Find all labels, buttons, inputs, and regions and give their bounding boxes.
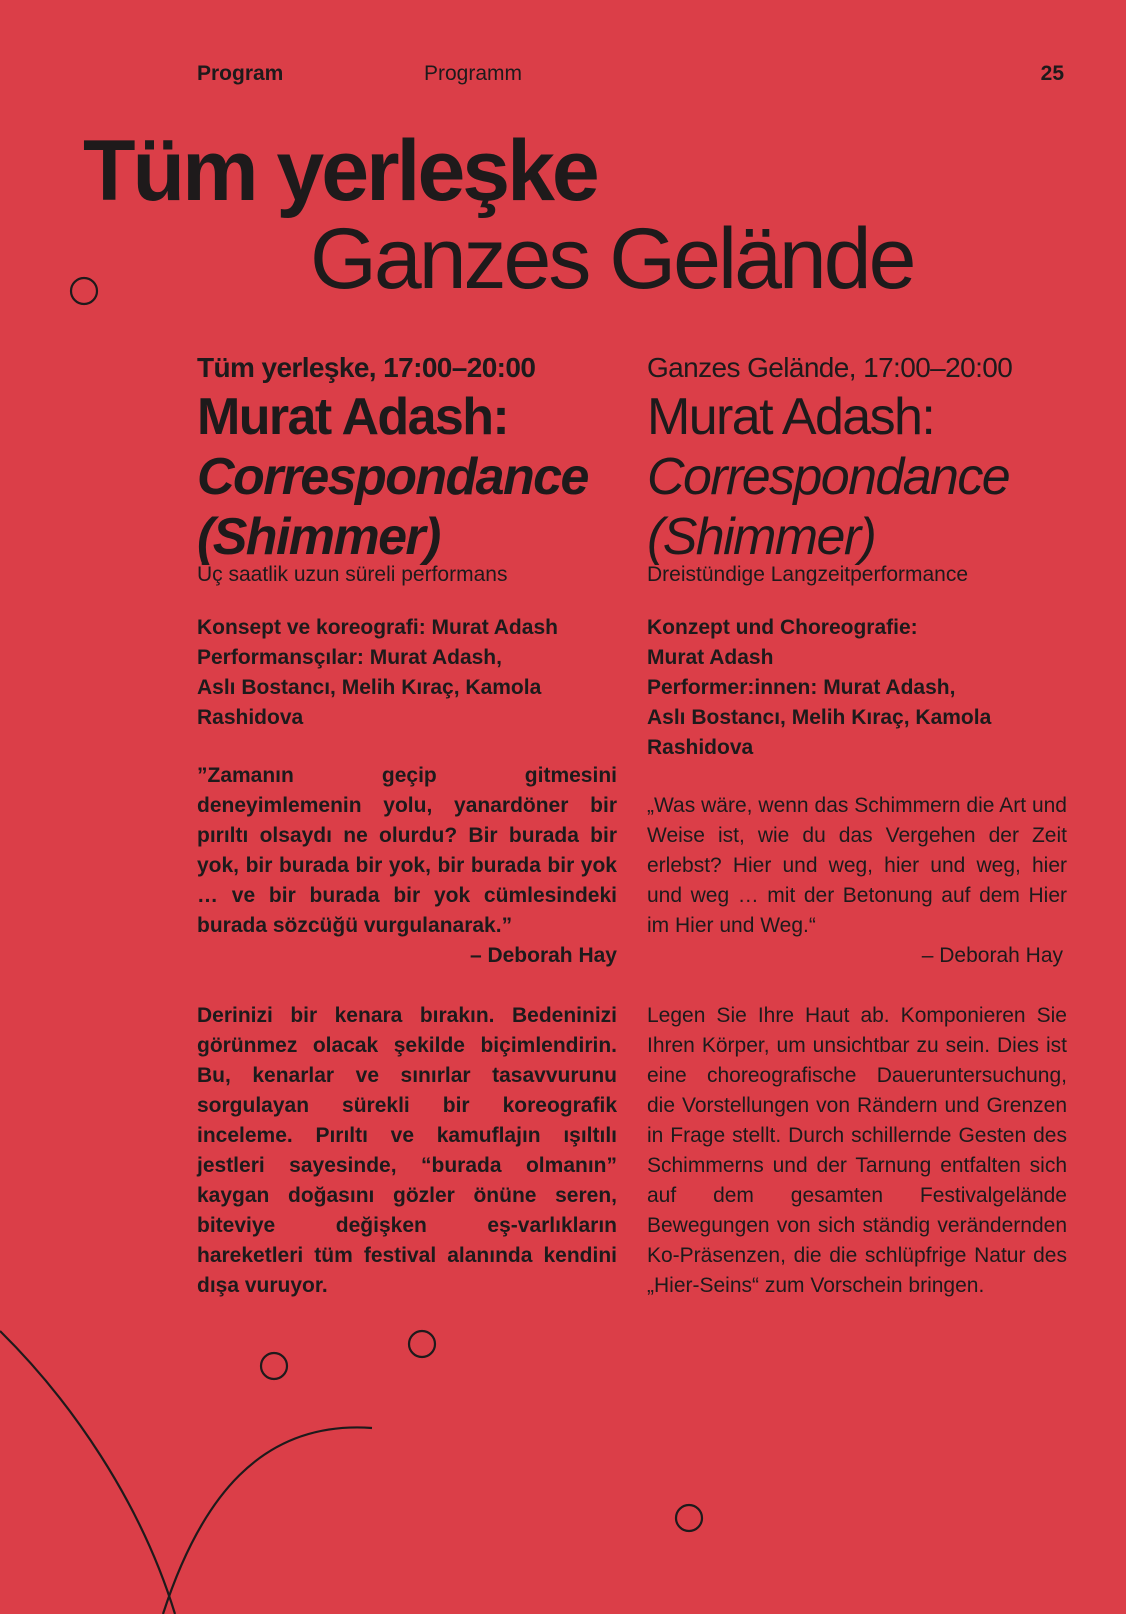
credit-line: Aslı Bostancı, Melih Kıraç, Kamola bbox=[647, 706, 992, 729]
circle-ornament-icon bbox=[676, 1505, 702, 1531]
credit-line: Konzept und Choreografie: bbox=[647, 616, 918, 639]
work-title-line: Correspondance bbox=[197, 448, 588, 506]
credit-line: Rashidova bbox=[197, 706, 304, 729]
work-title-line: (Shimmer) bbox=[647, 508, 876, 566]
quote: „Was wäre, wenn das Schimmern die Art und Weise ist, wie du das Vergehen der Zeit erlebst? Hier und weg, hier und weg, hier und weg … mit der Betonung auf dem Hier im Hier und Weg.“ bbox=[647, 794, 1067, 937]
curve-line-icon bbox=[163, 1427, 372, 1614]
description: Legen Sie Ihre Haut ab. Komponieren Sie Ihren Körper, um unsichtbar zu sein. Dies ist eine choreografische Daueruntersuchung, die Vorstellungen von Rändern und Grenzen in Frage stellt. Durch schillernde Gesten des Schimmerns und der Tarnung entfalten sich auf dem gesamten Festivalgelände Bewegungen von sich ständig verändernden Ko-Präsenzen, die die schlüpfrige Natur des „Hier-Seins“ zum Vorschein bringen. bbox=[647, 1004, 1067, 1297]
event-time: Ganzes Gelände, 17:00–20:00 bbox=[647, 352, 1013, 383]
event-subtitle: Üç saatlik uzun süreli performans bbox=[197, 563, 508, 586]
circle-ornament-icon bbox=[261, 1353, 287, 1379]
artist-name: Murat Adash: bbox=[647, 388, 935, 446]
credit-line: Performansçılar: Murat Adash, bbox=[197, 646, 502, 669]
page-title-de: Ganzes Gelände bbox=[310, 211, 914, 307]
circle-ornament-icon bbox=[71, 278, 97, 304]
circle-ornament-icon bbox=[409, 1331, 435, 1357]
quote-attribution: – Deborah Hay bbox=[469, 944, 617, 967]
column-german bbox=[647, 351, 1067, 1301]
description: Derinizi bir kenara bırakın. Bedeninizi görünmez olacak şekilde biçimlendirin. Bu, kenarlar ve sınırlar tasavvurunu sorgulayan sürekli bir koreografik inceleme. Pırıltı ve kamuflajın ışıltılı jestleri sayesinde, “burada olmanın” kaygan doğasını gözler önüne seren, biteviye değişken eş-varlıkların hareketleri tüm festival alanında kendini dışa vuruyor. bbox=[197, 1004, 617, 1297]
work-title bbox=[197, 447, 617, 567]
event-subtitle: Dreistündige Langzeitperformance bbox=[647, 563, 969, 586]
credits bbox=[197, 613, 617, 733]
page-number: 25 bbox=[1040, 62, 1064, 85]
section-label-tr: Program bbox=[197, 62, 284, 85]
credit-line: Aslı Bostancı, Melih Kıraç, Kamola bbox=[197, 676, 542, 699]
credit-line: Rashidova bbox=[647, 736, 754, 759]
credit-line: Murat Adash bbox=[647, 646, 774, 669]
event-time: Tüm yerleşke, 17:00–20:00 bbox=[197, 352, 536, 383]
credit-line: Konsept ve koreografi: Murat Adash bbox=[197, 616, 558, 639]
work-title-line: Correspondance bbox=[647, 448, 1010, 506]
credit-line: Performer:innen: Murat Adash, bbox=[647, 676, 956, 699]
work-title bbox=[647, 447, 1067, 567]
work-title-line: (Shimmer) bbox=[197, 508, 440, 566]
section-label-de: Programm bbox=[424, 62, 523, 85]
quote-attribution: – Deborah Hay bbox=[921, 944, 1063, 967]
credits bbox=[647, 613, 1067, 763]
artist-name: Murat Adash: bbox=[197, 388, 509, 446]
page-title-tr: Tüm yerleşke bbox=[83, 123, 597, 219]
curve-line-icon bbox=[0, 1331, 175, 1614]
column-turkish bbox=[197, 351, 617, 1301]
quote: ”Zamanın geçip gitmesini deneyimlemenin yolu, yanardöner bir pırıltı olsaydı ne olurdu? Bir burada bir yok, bir burada bir yok, bir burada bir yok … ve bir burada bir yok cümlesindeki burada sözcüğü vurgulanarak.” bbox=[197, 764, 617, 937]
